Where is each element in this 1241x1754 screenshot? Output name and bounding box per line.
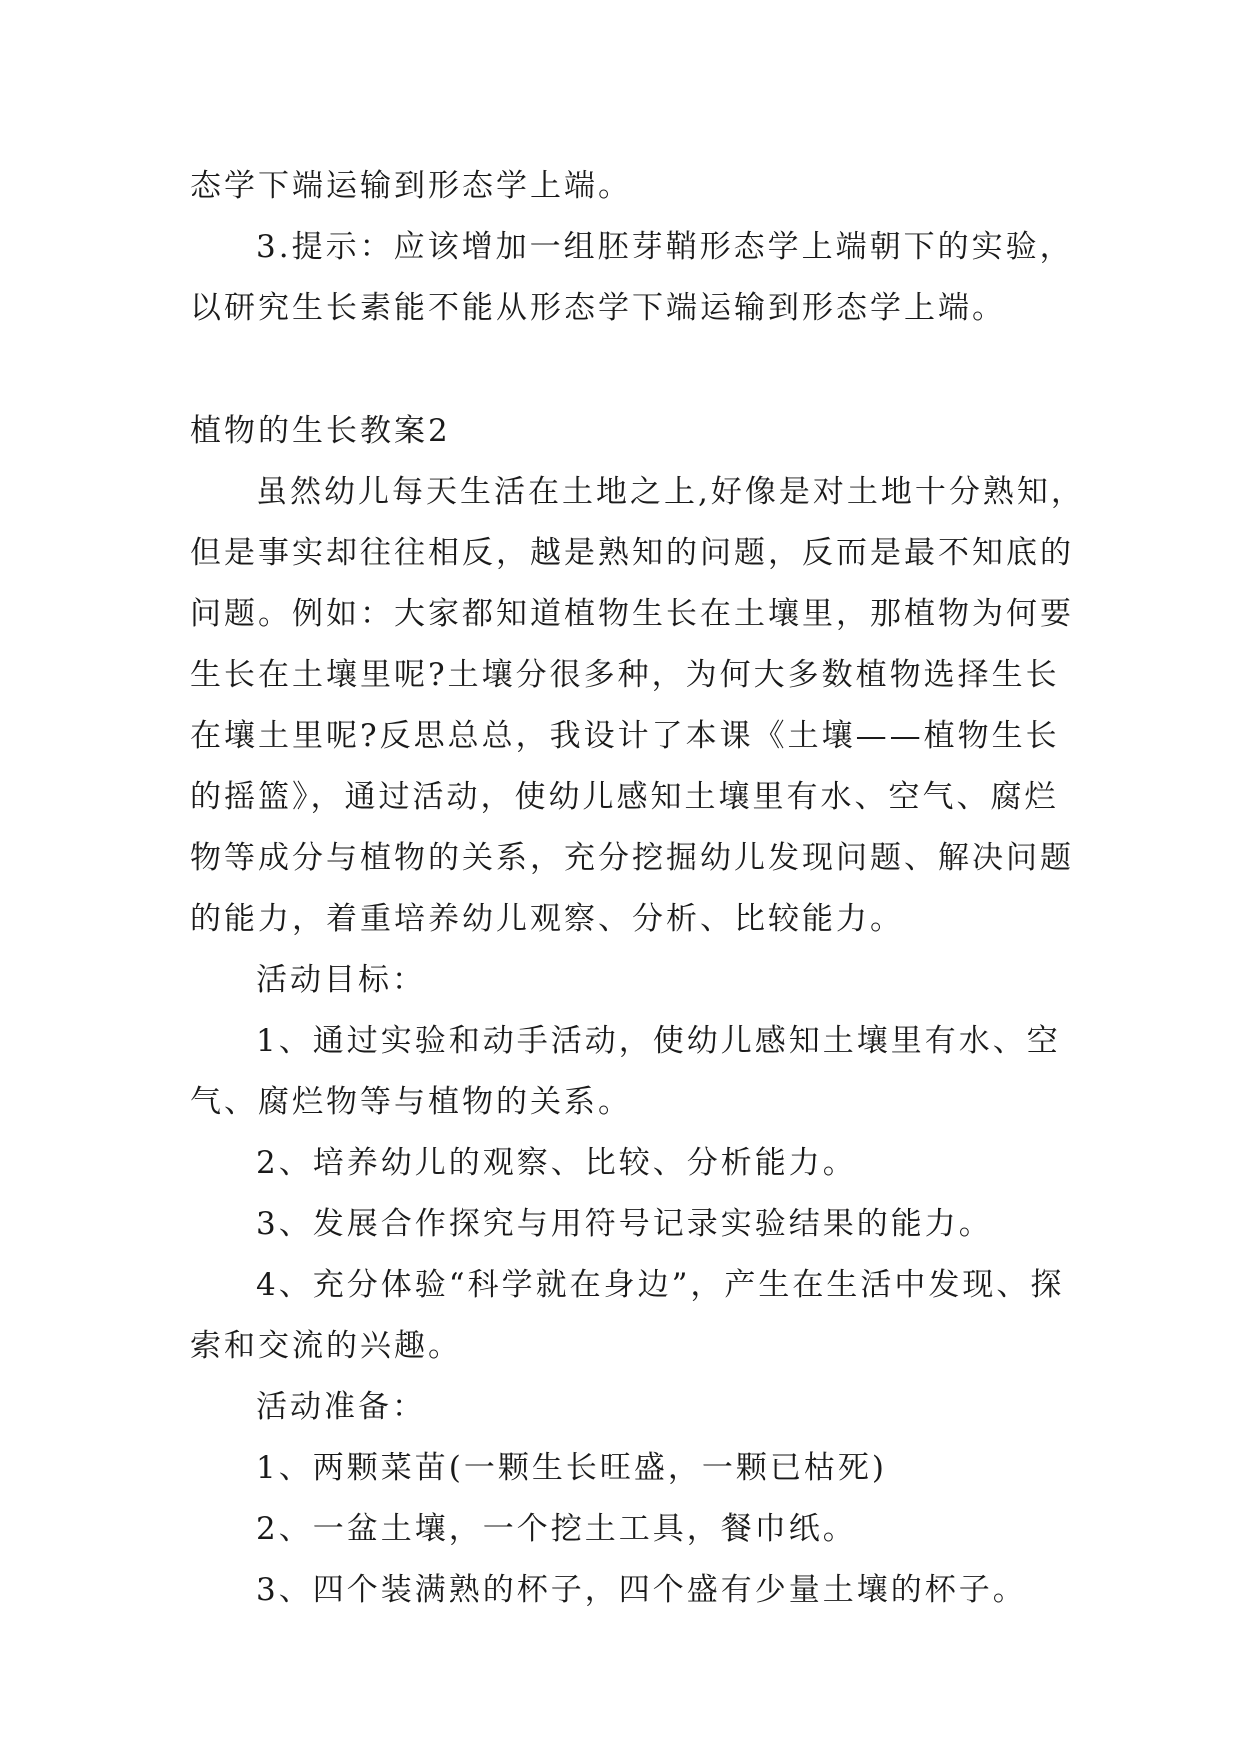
text-line: 3.提示：应该增加一组胚芽鞘形态学上端朝下的实验， (256, 229, 1074, 265)
text-line: 物等成分与植物的关系，充分挖掘幼儿发现问题、解决问题 (190, 840, 1074, 876)
text-line: 问题。例如：大家都知道植物生长在土壤里，那植物为何要 (190, 596, 1074, 632)
section-heading: 植物的生长教案2 (190, 413, 451, 449)
text-line: 气、腐烂物等与植物的关系。 (190, 1084, 632, 1120)
list-item: 3、四个装满熟的杯子，四个盛有少量土壤的杯子。 (256, 1572, 1027, 1608)
list-item: 2、一盆土壤，一个挖土工具，餐巾纸。 (256, 1511, 857, 1547)
text-line: 在壤土里呢?反思总总，我设计了本课《土壤——植物生长 (190, 718, 1060, 754)
text-line: 虽然幼儿每天生活在土地之上,好像是对土地十分熟知， (256, 474, 1085, 510)
text-line: 索和交流的兴趣。 (190, 1328, 462, 1364)
list-item: 4、充分体验“科学就在身边”，产生在生活中发现、探 (256, 1267, 1065, 1303)
text-line: 以研究生长素能不能从形态学下端运输到形态学上端。 (190, 290, 1006, 326)
list-item: 2、培养幼儿的观察、比较、分析能力。 (256, 1145, 857, 1181)
text-line: 的能力，着重培养幼儿观察、分析、比较能力。 (190, 901, 904, 937)
text-line: 但是事实却往往相反，越是熟知的问题，反而是最不知底的 (190, 535, 1074, 571)
list-item: 1、通过实验和动手活动，使幼儿感知土壤里有水、空 (256, 1023, 1061, 1059)
text-line: 态学下端运输到形态学上端。 (190, 168, 632, 204)
text-line: 活动准备： (256, 1389, 426, 1425)
text-line: 活动目标： (256, 962, 426, 998)
text-line: 生长在土壤里呢?土壤分很多种，为何大多数植物选择生长 (190, 657, 1060, 693)
list-item: 3、发展合作探究与用符号记录实验结果的能力。 (256, 1206, 993, 1242)
text-line: 的摇篮》，通过活动，使幼儿感知土壤里有水、空气、腐烂 (190, 779, 1059, 815)
list-item: 1、两颗菜苗(一颗生长旺盛，一颗已枯死) (256, 1450, 887, 1486)
